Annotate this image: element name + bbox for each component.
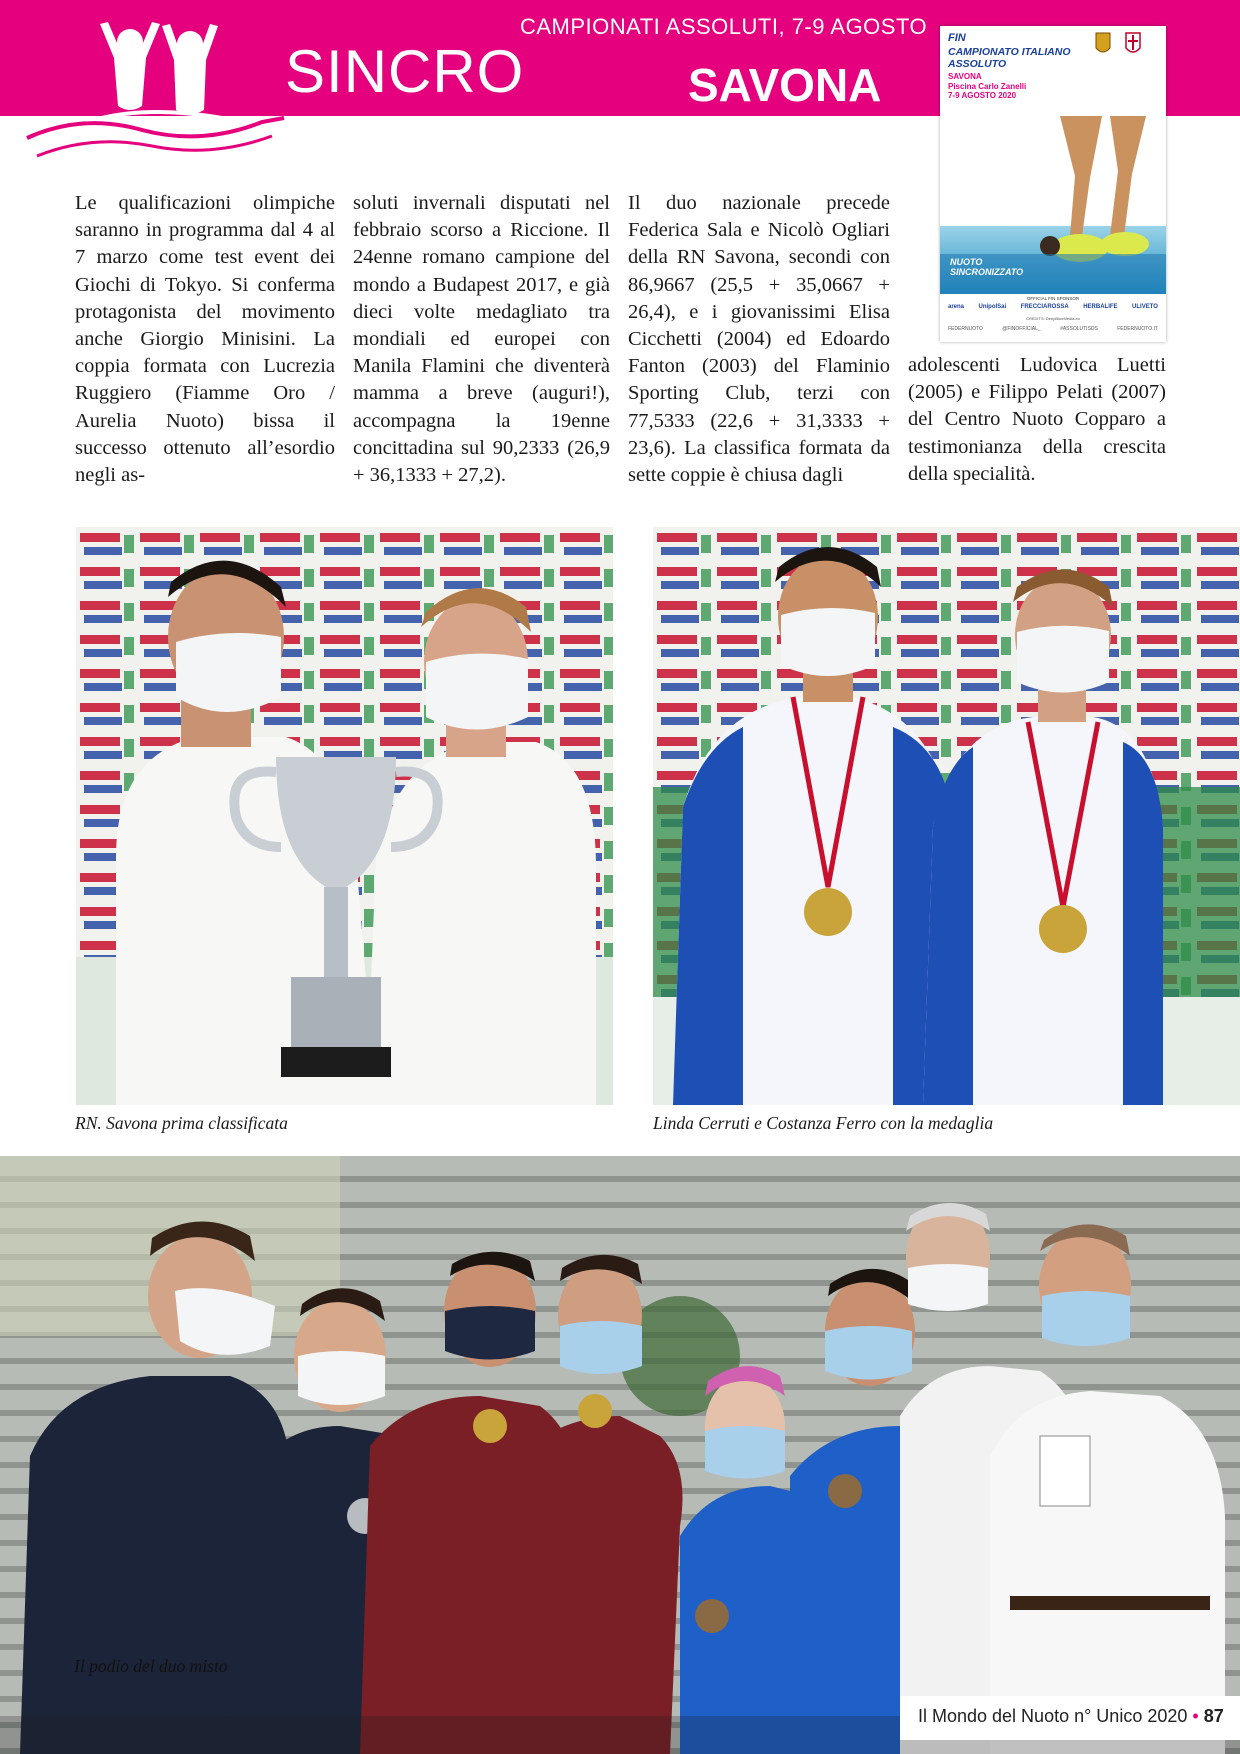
article-text: Il duo nazionale precede Federica Sala e Nicolò Ogliari della RN Savona, secondi con 86,9667 (25,5 + 35,0667 + 26,4), e i giovanissimi Elisa Cicchetti (2004) ed Edoardo Fanton (2003) del Flaminio Sporting Club, terzi con 77,5333 (22,6 + 31,3333 + 23,6). La classifica formata da sette coppie è chiusa dagli bbox=[628, 192, 890, 487]
poster-discipline-band: NUOTO SINCRONIZZATO bbox=[950, 257, 1024, 277]
sponsor-logo: FRECCIAROSSA bbox=[1020, 304, 1069, 310]
poster-social-row bbox=[948, 326, 1158, 332]
caption-photo-1: RN. Savona prima classificata bbox=[75, 1113, 288, 1133]
article-column-2 bbox=[353, 190, 610, 489]
caption-photo-2: Linda Cerruti e Costanza Ferro con la medaglia bbox=[653, 1113, 994, 1133]
article-column-4 bbox=[908, 352, 1166, 488]
poster-credits: CREDITS: DeepBlueMedia.eu bbox=[1026, 316, 1080, 321]
article-column-1 bbox=[75, 190, 335, 489]
photo-medal-duo-image bbox=[653, 527, 1240, 1105]
social-handle: #ASSOLUTISDS bbox=[1060, 326, 1098, 332]
photo-medal-duo bbox=[653, 527, 1240, 1105]
sponsor-logo: ULIVETO bbox=[1132, 304, 1158, 310]
section-title: SINCRO bbox=[285, 38, 525, 105]
poster-venue-block bbox=[948, 72, 1098, 101]
poster-venue-city: SAVONA bbox=[948, 72, 982, 81]
sincro-logo bbox=[22, 18, 292, 166]
poster-sponsor-label: OFFICIAL FIN SPONSOR bbox=[1026, 296, 1080, 301]
sponsor-logo: arena bbox=[948, 304, 965, 310]
photo-trophy-duo bbox=[76, 527, 613, 1105]
photo-trophy-duo-image bbox=[76, 527, 613, 1105]
footer-text bbox=[918, 1706, 1224, 1727]
article-text: adolescenti Ludovica Luetti (2005) e Filippo Pelati (2007) del Centro Nuoto Copparo a testimonianza della crescita della specialità. bbox=[908, 354, 1166, 485]
poster-fin-logo: FIN bbox=[948, 32, 966, 44]
sponsor-logo: UnipolSai bbox=[978, 304, 1007, 310]
footer-separator: • bbox=[1192, 1706, 1199, 1726]
poster-sponsor-row bbox=[948, 304, 1158, 310]
poster-dates: 7-9 AGOSTO 2020 bbox=[948, 91, 1017, 101]
article-text: soluti invernali disputati nel febbraio scorso a Riccione. Il 24enne romano campione del mondo a Budapest 2017, e già dieci volte medagliato tra mondiali ed europei con Manila Flamini che diventerà mamma a breve (auguri!), accompagna la 19enne concittadina sul 90,2333 (26,9 + 36,1333 + 27,2). bbox=[353, 192, 610, 487]
poster-venue: Piscina Carlo Zanelli bbox=[948, 81, 1027, 91]
poster-title: CAMPIONATO ITALIANO ASSOLUTO bbox=[948, 46, 1071, 71]
city-title: SAVONA bbox=[688, 59, 882, 111]
footer-magazine: Il Mondo del Nuoto n° Unico 2020 bbox=[918, 1706, 1188, 1726]
crest-icons bbox=[1040, 30, 1160, 60]
article-column-3 bbox=[628, 190, 890, 489]
social-handle: @FINOFFICIAL_ bbox=[1002, 326, 1041, 332]
page-footer bbox=[900, 1696, 1240, 1740]
page-number: 87 bbox=[1203, 1706, 1224, 1726]
event-poster bbox=[940, 26, 1166, 342]
article-text: Le qualificazioni olimpiche saranno in programma dal 4 al 7 marzo come test event dei Giochi di Tokyo. Si conferma protagonista del movimento anche Giorgio Minisini. La coppia formata con Lucrezia Ruggiero (Fiamme Oro / Aurelia Nuoto) bissa il successo ottenuto all’esordio negli as- bbox=[75, 192, 335, 487]
sponsor-logo: HERBALIFE bbox=[1083, 304, 1118, 310]
social-handle: FEDERNUOTO bbox=[948, 326, 983, 332]
header-kicker: CAMPIONATI ASSOLUTI, 7-9 AGOSTO bbox=[520, 14, 928, 39]
caption-photo-3: Il podio del duo misto bbox=[74, 1656, 228, 1676]
social-handle: FEDERNUOTO.IT bbox=[1117, 326, 1158, 332]
